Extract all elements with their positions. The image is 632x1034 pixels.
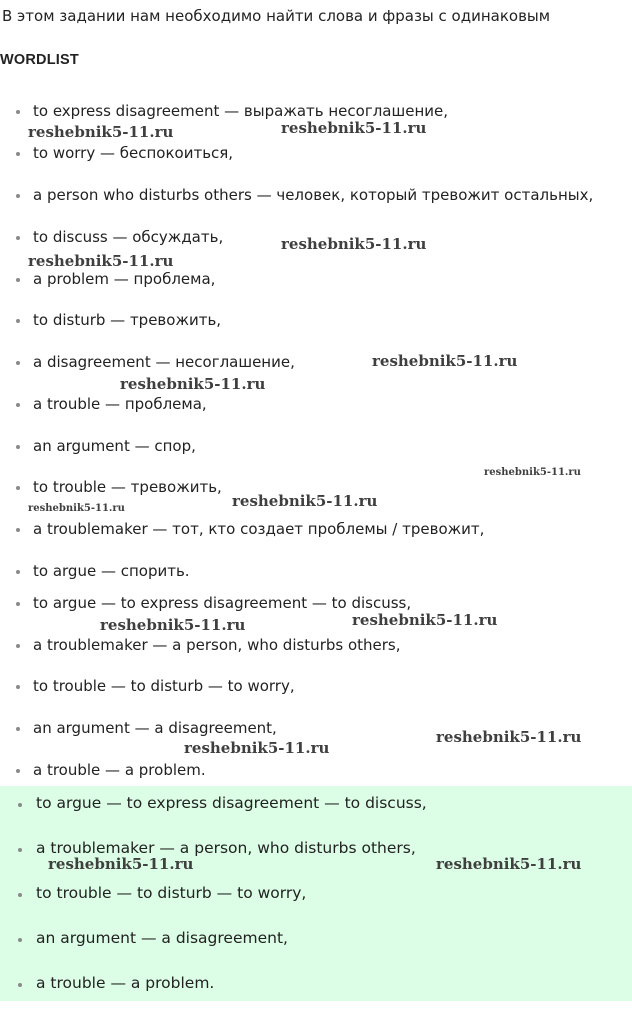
watermark: reshebnik5-11.ru bbox=[28, 123, 174, 141]
watermark: reshebnik5-11.ru bbox=[372, 352, 518, 370]
list-item: to argue — спорить. bbox=[33, 562, 190, 580]
watermark: reshebnik5-11.ru bbox=[281, 119, 427, 137]
watermark: reshebnik5-11.ru bbox=[184, 739, 330, 757]
watermark: reshebnik5-11.ru bbox=[484, 467, 581, 478]
answer-item: a troublemaker — a person, who disturbs others, bbox=[36, 839, 416, 857]
list-item: to discuss — обсуждать, bbox=[33, 228, 224, 246]
watermark: reshebnik5-11.ru bbox=[436, 728, 582, 746]
group-item: a troublemaker — a person, who disturbs others, bbox=[33, 636, 401, 654]
list-item: to worry — беспокоиться, bbox=[33, 144, 234, 162]
watermark: reshebnik5-11.ru bbox=[28, 503, 125, 514]
group-item: an argument — a disagreement, bbox=[33, 719, 277, 737]
watermark: reshebnik5-11.ru bbox=[120, 375, 266, 393]
list-item: a person who disturbs others — человек, который тревожит остальных, bbox=[33, 186, 594, 204]
list-item: a trouble — проблема, bbox=[33, 395, 207, 413]
list-item: an argument — спор, bbox=[33, 437, 196, 455]
answer-item: to argue — to express disagreement — to discuss, bbox=[36, 794, 427, 812]
watermark: reshebnik5-11.ru bbox=[100, 616, 246, 634]
watermark: reshebnik5-11.ru bbox=[352, 611, 498, 629]
intro-text: В этом задании нам необходимо найти слова и фразы с одинаковым bbox=[2, 7, 551, 25]
watermark: reshebnik5-11.ru bbox=[436, 855, 582, 873]
list-item: to express disagreement — выражать несоглашение, bbox=[33, 102, 449, 120]
list-item: a disagreement — несоглашение, bbox=[33, 353, 295, 371]
group-item: a trouble — a problem. bbox=[33, 761, 206, 779]
list-item: a problem — проблема, bbox=[33, 270, 216, 288]
watermark: reshebnik5-11.ru bbox=[281, 235, 427, 253]
answer-item: to trouble — to disturb — to worry, bbox=[36, 884, 307, 902]
watermark: reshebnik5-11.ru bbox=[28, 252, 174, 270]
wordlist-heading: WORDLIST bbox=[0, 52, 79, 68]
list-item: a troublemaker — тот, кто создает проблемы / тревожит, bbox=[33, 520, 485, 538]
watermark: reshebnik5-11.ru bbox=[48, 855, 194, 873]
answer-item: a trouble — a problem. bbox=[36, 974, 215, 992]
group-item: to argue — to express disagreement — to discuss, bbox=[33, 594, 412, 612]
group-item: to trouble — to disturb — to worry, bbox=[33, 677, 295, 695]
answer-box bbox=[0, 786, 632, 1001]
answer-item: an argument — a disagreement, bbox=[36, 929, 288, 947]
watermark: reshebnik5-11.ru bbox=[232, 492, 378, 510]
list-item: to trouble — тревожить, bbox=[33, 478, 222, 496]
list-item: to disturb — тревожить, bbox=[33, 311, 222, 329]
